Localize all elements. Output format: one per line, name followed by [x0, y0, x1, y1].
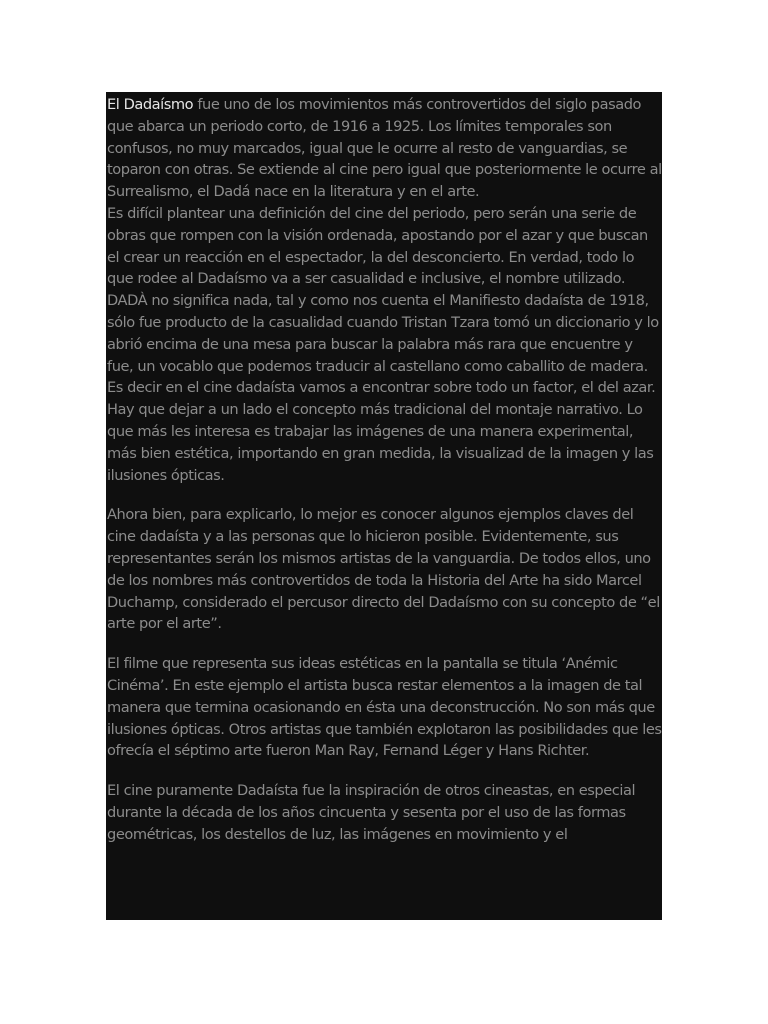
paragraph-5: El cine puramente Dadaísta fue la inspiración de otros cineastas, en especial durante la década de los años cincuenta y sesenta por el uso de las formas geométricas, los destellos de luz, las imágenes en movimiento y el	[107, 782, 636, 843]
paragraph-1	[107, 94, 662, 203]
paragraph-4: El filme que representa sus ideas estéticas en la pantalla se titula ‘Anémic Cinéma’. En este ejemplo el artista busca restar elementos a la imagen de tal manera que termina ocasionando en ésta una deconstrucción. No son más que ilusiones ópticas. Otros artistas que también explotaron las posibilidades que les ofrecía el séptimo arte fueron Man Ray, Fernand Léger y Hans Richter.	[107, 655, 662, 760]
paragraph-3: Ahora bien, para explicarlo, lo mejor es conocer algunos ejemplos claves del cine dadaísta y a las personas que lo hicieron posible. Evidentemente, sus representantes serán los mismos artistas de la vanguardia. De todos ellos, uno de los nombres más controvertidos de toda la Historia del Arte ha sido Marcel Duchamp, considerado el percusor directo del Dadaísmo con su concepto de “el arte por el arte”.	[107, 506, 660, 633]
paragraph-2: Es difícil plantear una definición del cine del periodo, pero serán una serie de obras que rompen con la visión ordenada, apostando por el azar y que buscan el crear un reacción en el espectador, la del desconcierto. En verdad, todo lo que rodee al Dadaísmo va a ser casualidad e inclusive, el nombre utilizado. DADÀ no significa nada, tal y como nos cuenta el Manifiesto dadaísta de 1918, sólo fue producto de la casualidad cuando Tristan Tzara tomó un diccionario y lo abrió encima de una mesa para buscar la palabra más rara que encuentre y fue, un vocablo que podemos traducir al castellano como caballito de madera. Es decir en el cine dadaísta vamos a encontrar sobre todo un factor, el del azar. Hay que dejar a un lado el concepto más tradicional del montaje narrativo. Lo que más les interesa es trabajar las imágenes de una manera experimental, más bien estética, importando en gran medida, la visualizad de la imagen y las ilusiones ópticas.	[107, 204, 659, 484]
article-text-block	[106, 92, 662, 920]
highlighted-term: El Dadaísmo	[107, 96, 194, 113]
paragraph-1-text: fue uno de los movimientos más controvertidos del siglo pasado que abarca un periodo corto, de 1916 a 1925. Los límites temporales son confusos, no muy marcados, igual que le ocurre al resto de vanguardias, se toparon con otras. Se extiende al cine pero igual que posteriormente le ocurre al Surrealismo, el Dadá nace en la literatura y en el arte.	[107, 96, 662, 201]
